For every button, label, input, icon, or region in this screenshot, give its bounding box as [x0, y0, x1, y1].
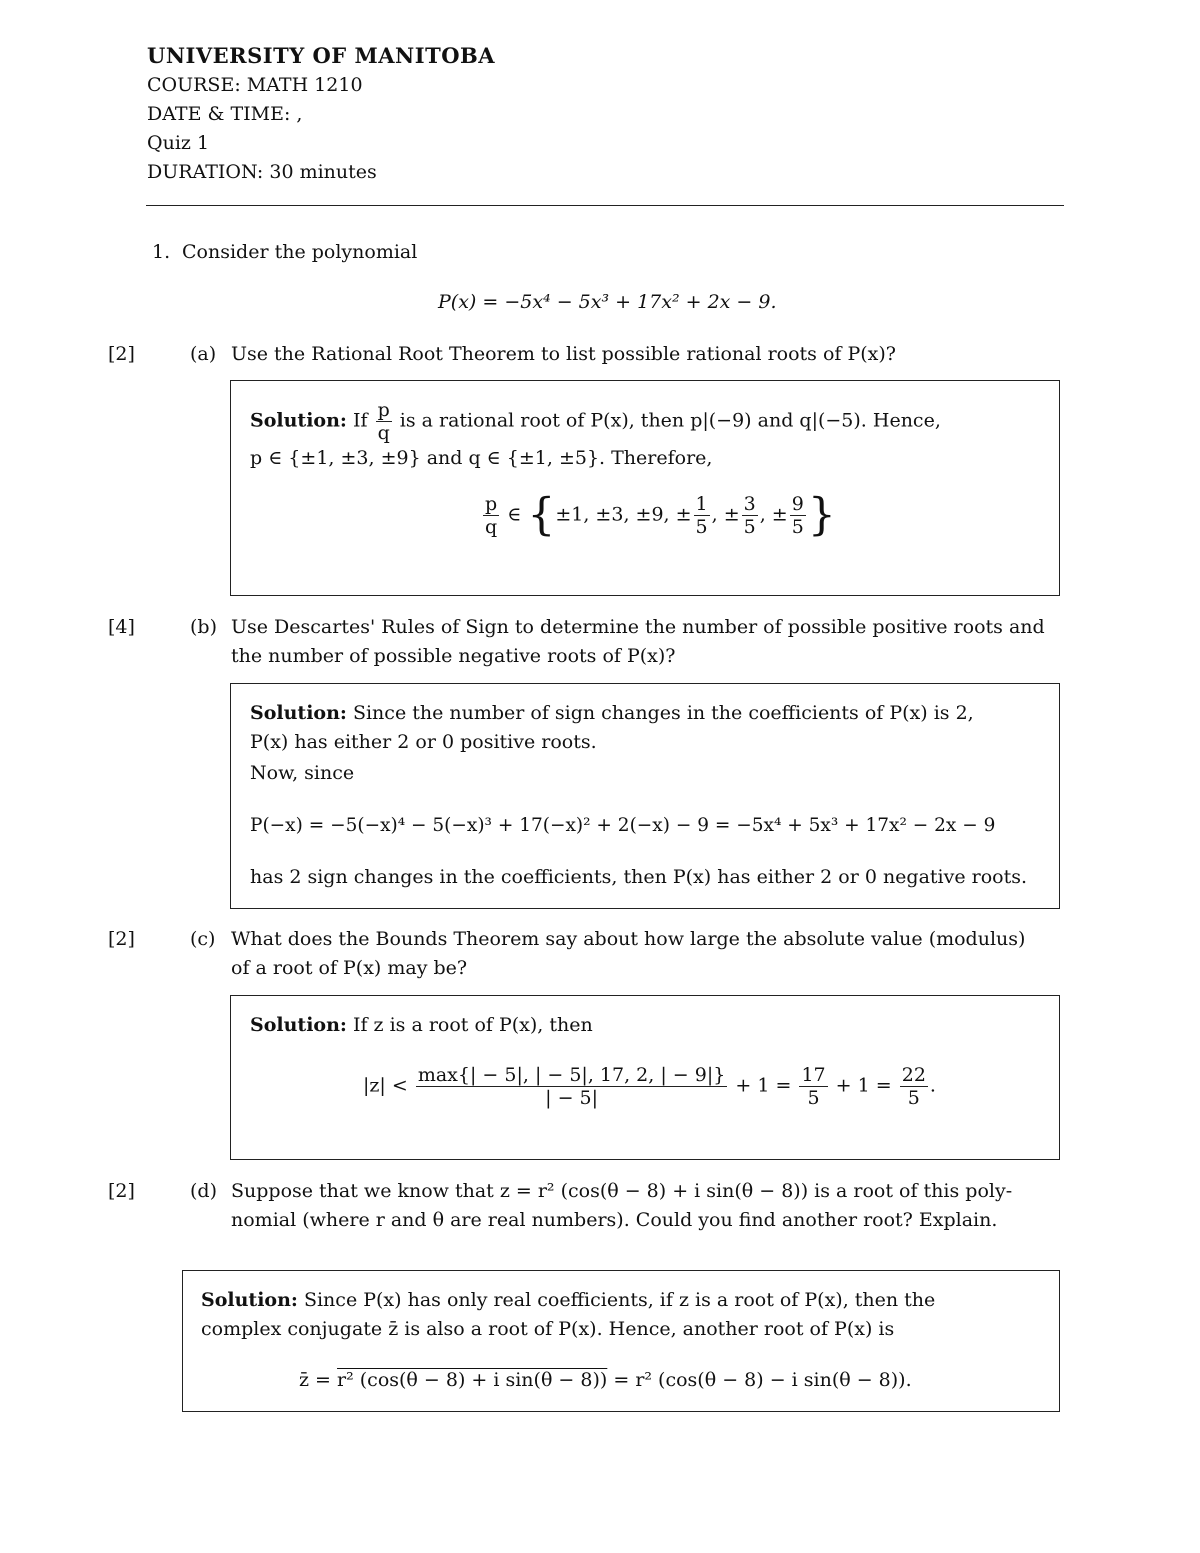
part-label-c: (c) — [190, 928, 216, 950]
rational-roots-set: $\frac{p}{q}$ ∈ {±1, ±3, ±9, ± $\frac{1}{5}$ , ± $\frac{3}{5}$ , ± $\frac{9}{5}$ } — [485, 489, 836, 541]
solution-box-a — [230, 380, 1060, 596]
marks-a: [2] — [108, 343, 135, 365]
part-text-d-line1: Suppose that we know that z = r² (cos(θ − 8) + i sin(θ − 8)) is a root of this poly- — [231, 1180, 1013, 1202]
part-label-b: (b) — [190, 616, 217, 638]
part-text-a: Use the Rational Root Theorem to list possible rational roots of P(x)? — [231, 343, 896, 365]
part-text-d-line2: nomial (where r and θ are real numbers). Could you find another root? Explain. — [231, 1209, 998, 1231]
negative-x-equation: P(−x) = −5(−x)⁴ − 5(−x)³ + 17(−x)² + 2(−x) − 9 = −5x⁴ + 5x³ + 17x² − 2x − 9 — [250, 815, 996, 836]
marks-c: [2] — [108, 928, 135, 950]
solution-box-c — [230, 995, 1060, 1160]
solution-line-d2: complex conjugate z̄ is also a root of P(x). Hence, another root of P(x) is — [201, 1318, 895, 1340]
bounds-inequality: |z| < $\frac{\max\{| - 5|, | - 5|, 17, 2, | - 9|\}}{| - 5|}$ + 1 = $\frac{17}{5}$ + 1 = $\frac{22}{5}$ . — [363, 1064, 936, 1109]
solution-box-b — [230, 683, 1060, 909]
part-text-b-line2: the number of possible negative roots of P(x)? — [231, 645, 676, 667]
solution-line-b1: Solution: Since the number of sign changes in the coefficients of P(x) is 2, — [250, 702, 974, 724]
university-name: UNIVERSITY OF MANITOBA — [147, 43, 496, 68]
solution-line-c1: Solution: If z is a root of P(x), then — [250, 1014, 593, 1036]
part-label-d: (d) — [190, 1180, 217, 1202]
solution-line-b2: P(x) has either 2 or 0 positive roots. — [250, 731, 597, 753]
datetime-line: DATE & TIME: , — [147, 103, 303, 125]
solution-box-d — [182, 1270, 1060, 1412]
marks-d: [2] — [108, 1180, 135, 1202]
conjugate-equation: z̄ = r² (cos(θ − 8) + i sin(θ − 8)) = r² (cos(θ − 8) − i sin(θ − 8)). — [299, 1369, 912, 1391]
solution-label-b: Solution: — [250, 702, 347, 724]
quiz-line: Quiz 1 — [147, 132, 210, 154]
solution-label-d: Solution: — [201, 1289, 298, 1311]
header-divider — [146, 205, 1064, 206]
solution-line-b4: has 2 sign changes in the coefficients, then P(x) has either 2 or 0 negative roots. — [250, 866, 1028, 888]
polynomial-equation: P(x) = −5x⁴ − 5x³ + 17x² + 2x − 9. — [438, 291, 777, 313]
course-line: COURSE: MATH 1210 — [147, 74, 363, 96]
fraction-p-over-q: $\frac{p}{q}$ — [377, 399, 390, 444]
part-label-a: (a) — [190, 343, 217, 365]
question-intro: Consider the polynomial — [182, 241, 418, 263]
part-text-c-line2: of a root of P(x) may be? — [231, 957, 468, 979]
solution-line-d1: Solution: Since P(x) has only real coefficients, if z is a root of P(x), then the — [201, 1289, 936, 1311]
part-text-c-line1: What does the Bounds Theorem say about how large the absolute value (modulus) — [231, 928, 1026, 950]
solution-label-a: Solution: — [250, 409, 347, 432]
solution-line-b3: Now, since — [250, 762, 355, 784]
part-text-b-line1: Use Descartes' Rules of Sign to determine the number of possible positive roots and — [231, 616, 1045, 638]
duration-line: DURATION: 30 minutes — [147, 161, 377, 183]
marks-b: [4] — [108, 616, 135, 638]
question-number: 1. — [152, 241, 171, 263]
solution-line-a1: Solution: If $\frac{p}{q}$ is a rational root of P(x), then p|(−9) and q|(−5). Hence, — [250, 399, 941, 444]
solution-line-a2: p ∈ {±1, ±3, ±9} and q ∈ {±1, ±5}. Therefore, — [250, 447, 713, 469]
solution-label-c: Solution: — [250, 1014, 347, 1036]
